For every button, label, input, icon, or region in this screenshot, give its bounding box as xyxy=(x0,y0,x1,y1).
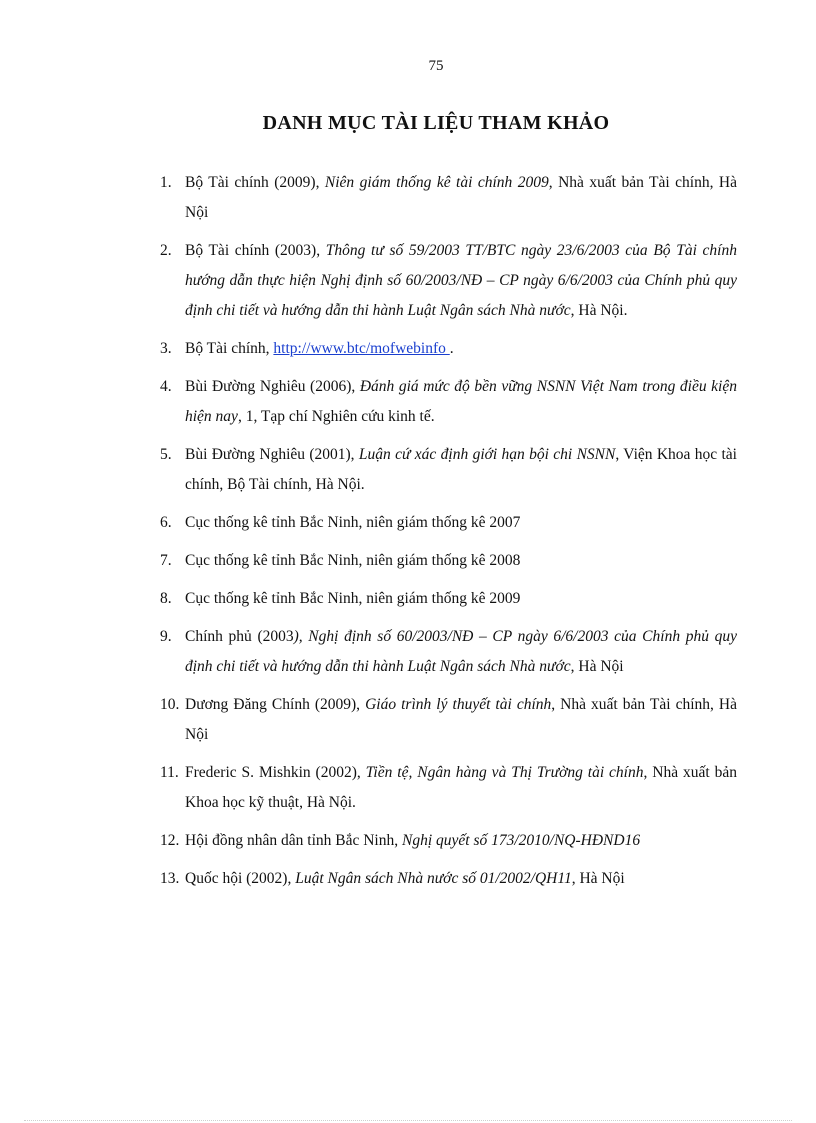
reference-text: Dương Đăng Chính (2009), xyxy=(185,696,366,713)
reference-text: Chính phủ (2003 xyxy=(185,628,294,645)
reference-text: Bộ Tài chính (2003), xyxy=(185,242,326,259)
reference-title: Niên giám thống kê tài chính 2009 xyxy=(324,174,549,191)
reference-text: Bùi Đường Nghiêu (2001), xyxy=(185,446,359,463)
reference-number: 13. xyxy=(160,870,180,887)
reference-item xyxy=(160,758,737,818)
reference-title: Tiền tệ, Ngân hàng và Thị Trường tài chính xyxy=(365,764,644,781)
reference-title: Nghị quyết số 173/2010/NQ-HĐND16 xyxy=(401,832,641,849)
reference-number: 3. xyxy=(160,340,172,357)
reference-number: 4. xyxy=(160,378,172,395)
reference-item xyxy=(160,508,737,538)
reference-text: , Viện Khoa học tài chính, Bộ Tài chính, Hà Nội. xyxy=(185,446,737,493)
reference-item xyxy=(160,334,737,364)
reference-number: 6. xyxy=(160,514,172,531)
page-bottom-divider xyxy=(24,1120,792,1121)
reference-item xyxy=(160,826,737,856)
reference-number: 1. xyxy=(160,174,172,191)
reference-text: Bộ Tài chính, xyxy=(185,340,274,357)
reference-number: 8. xyxy=(160,590,172,607)
reference-text: , Hà Nội xyxy=(570,658,624,675)
reference-title: Luật Ngân sách Nhà nước số 01/2002/QH11 xyxy=(295,870,572,887)
reference-number: 11. xyxy=(160,764,179,781)
reference-number: 12. xyxy=(160,832,180,849)
reference-text: . xyxy=(449,340,454,357)
reference-text: Bùi Đường Nghiêu (2006), xyxy=(185,378,360,395)
reference-item xyxy=(160,546,737,576)
reference-title: Thông tư số 59/2003 TT/BTC ngày 23/6/2003 của Bộ Tài chính hướng dẫn thực hiện Nghị định số 60/2003/NĐ – CP ngày 6/6/2003 của Chính phủ quy định chi tiết và hướng dẫn thi hành Luật Ngân sách Nhà nước xyxy=(185,242,737,319)
reference-text: Cục thống kê tỉnh Bắc Ninh, niên giám thống kê 2007 xyxy=(185,514,521,531)
reference-list xyxy=(160,168,737,902)
reference-item xyxy=(160,864,737,894)
reference-text: Frederic S. Mishkin (2002), xyxy=(185,764,366,781)
reference-item xyxy=(160,690,737,750)
reference-item xyxy=(160,584,737,614)
reference-text: , Nhà xuất bản Tài chính, Hà Nội xyxy=(185,174,737,221)
reference-text: , Hà Nội. xyxy=(570,302,628,319)
reference-item xyxy=(160,622,737,682)
reference-number: 10. xyxy=(160,696,180,713)
reference-number: 5. xyxy=(160,446,172,463)
reference-text: , Hà Nội xyxy=(571,870,625,887)
reference-title: Đánh giá mức độ bền vững NSNN Việt Nam trong điều kiện hiện nay xyxy=(185,378,737,425)
reference-item xyxy=(160,440,737,500)
reference-text: Cục thống kê tỉnh Bắc Ninh, niên giám thống kê 2009 xyxy=(185,590,521,607)
reference-text: Bộ Tài chính (2009), xyxy=(185,174,325,191)
reference-number: 2. xyxy=(160,242,172,259)
reference-number: 9. xyxy=(160,628,172,645)
reference-title: ), Nghị định số 60/2003/NĐ – CP ngày 6/6/2003 của Chính phủ quy định chi tiết và hướng dẫn thi hành Luật Ngân sách Nhà nước xyxy=(185,628,737,675)
page-title: DANH MỤC TÀI LIỆU THAM KHẢO xyxy=(262,112,610,134)
page-number: 75 xyxy=(428,58,444,74)
reference-title: Giáo trình lý thuyết tài chính xyxy=(365,696,552,713)
reference-text: , Nhà xuất bản Tài chính, Hà Nội xyxy=(185,696,737,743)
reference-item xyxy=(160,372,737,432)
reference-item xyxy=(160,168,737,228)
reference-text: Quốc hội (2002), xyxy=(185,870,296,887)
reference-title: Luận cứ xác định giới hạn bội chi NSNN xyxy=(358,446,616,463)
reference-text: Hội đồng nhân dân tỉnh Bắc Ninh, xyxy=(185,832,402,849)
reference-number: 7. xyxy=(160,552,172,569)
reference-text: , 1, Tạp chí Nghiên cứu kinh tế. xyxy=(237,408,435,425)
reference-link[interactable]: http://www.btc/mofwebinfo xyxy=(273,340,450,357)
reference-text: Cục thống kê tỉnh Bắc Ninh, niên giám thống kê 2008 xyxy=(185,552,521,569)
reference-item xyxy=(160,236,737,326)
reference-text: , Nhà xuất bản Khoa học kỹ thuật, Hà Nội. xyxy=(185,764,737,811)
